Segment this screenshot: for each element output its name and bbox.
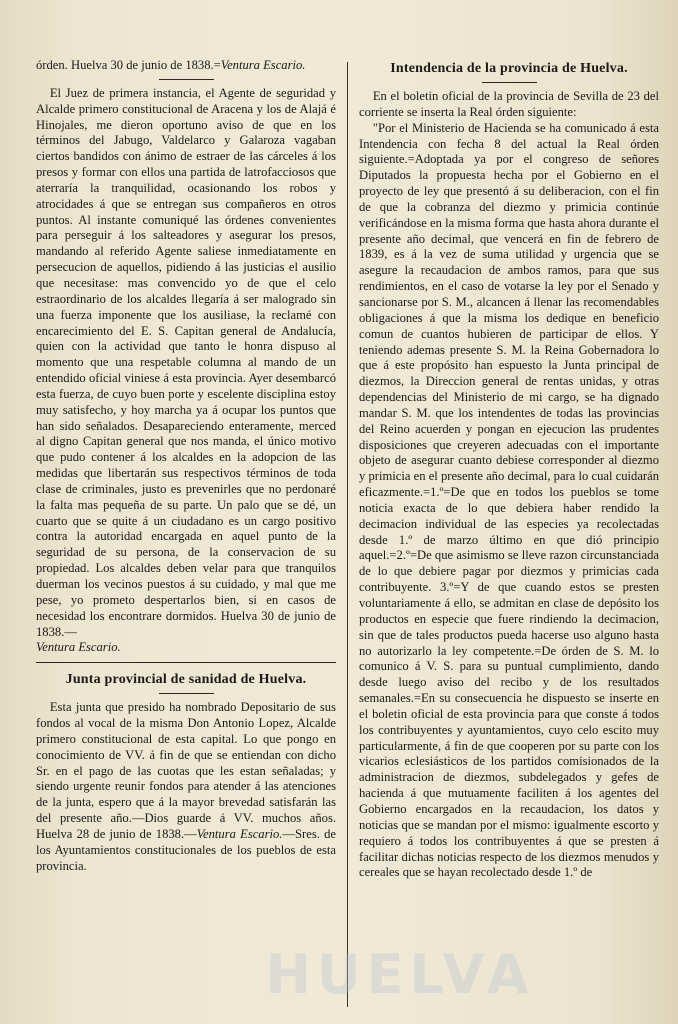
notice-juez-signature: Ventura Escario. xyxy=(36,640,121,655)
section-rule xyxy=(36,662,336,663)
column-divider xyxy=(347,62,348,1007)
notice-juez-signature-line xyxy=(36,640,336,656)
junta-paragraph xyxy=(36,700,336,874)
library-watermark: HUELVA xyxy=(265,943,535,1006)
intendencia-heading: Intendencia de la provincia de Huelva. xyxy=(390,61,628,76)
opening-text: órden. Huelva 30 de junio de 1838.= xyxy=(36,58,221,72)
separator-rule xyxy=(159,79,214,80)
junta-signature: Ventura Escario. xyxy=(196,826,283,841)
junta-heading: Junta provincial de sanidad de Huelva. xyxy=(65,672,307,688)
intendencia-intro-paragraph: En el boletin oficial de la provincia de Sevilla de 23 del corriente se inserta la Real órden siguiente: xyxy=(359,89,659,119)
left-column xyxy=(36,58,336,1008)
separator-rule xyxy=(482,82,537,83)
left-opening-line xyxy=(36,58,336,74)
real-orden-paragraph: "Por el Ministerio de Hacienda se ha comunicado á esta Intendencia con fecha 8 del actual la Real órden siguiente.=Adoptada ya por el congreso de señores Diputados la propuesta hecha por el Gobierno en el proyecto de ley que presentó á su deliberacion, con el fin de que la cobranza del diezmo y primicia continúe verificándose en la misma forma que hasta ahora durante el presente año decimal, que vencerá en fin de febrero de 1839, es á la vez de suma utilidad y urgencia que se asegure la recaudacion de ambos ramos, para que sus rendimientos, en el caso de votarse la ley por el Senado y sancionarse por S. M., alcancen á llenar las recomendables obligaciones á que la misma los dedique en beneficio comun de cuantos hubieren de participar de ellos. Y teniendo ademas presente S. M. la Reina Gobernadora lo que á este propósito han espuesto la Junta principal de diezmos, la Direccion general de rentas unidas, y otras dependencias del Ministerio de mi cargo, se ha dignado mandar S. M. que los intendentes de todas las provincias del Reino acuerden y pongan en ejecucion las prudentes disposiciones que creyeren adecuadas con el importante objeto de asegurar cuanto debiese corresponder al diezmo y primicia en el presente año decimal, para lo cual cuidarán eficazmente.=1.º=De que en todos los pueblos se tome noticia exacta de lo que debiera haber rendido la decimacion individual de las especies ya recolectadas desde 1.º de marzo último en que dió principio aquel.=2.º=De que asimismo se lleve razon circunstanciada de lo que debiere pagar por diezmos y primicias cada contribuyente. 3.º=Y de que cuando estos se presten voluntariamente á ello, se admitan en clase de depósito los productos en especie que fuere rindiendo la decimacion, sin que de tales productos pueda hacerse uso alguno hasta no autorizarlo la ley competente.=De órden de S. M. lo comunico á V. S. para su puntual cumplimiento, dando desde luego aviso del recibo y de los resultados semanales.=En su consecuencia he dispuesto se inserte en el boletin oficial de esta provincia para que conste á todos los contribuyentes y ayuntamientos, cuyo celo escito muy particularmente, á fin de que cooperen por su parte con los vicarios eclesiásticos de los partidos comisionados de la administracion de diezmos, subdelegados y gefes de hacienda á que mutuamente faciliten á los agentes del Gobierno encargados en la recaudacion, los datos y noticias que se mandan por el mismo: igualmente escorto y requiero á todos los contribuyentes á que se presten á facilitar dichas noticias respecto de los diezmos menudos y cereales que se hayan recolectado desde 1.º de xyxy=(359,120,659,880)
opening-signature: Ventura Escario. xyxy=(220,58,306,72)
junta-text: Esta junta que presido ha nombrado Depositario de sus fondos al vocal de la misma Don Antonio Lopez, Alcalde primero constitucional de esta capital. Lo que pongo en conocimiento de VV. á fin de que se entiendan con dicho Sr. en el pago de las cuotas que les estan señaladas; y siendo urgente reunir fondos para atender á las atenciones de la junta, espero que á la mayor brevedad satisfarán las del presente año.—Dios guarde á VV. muchos años. Huelva 28 de junio de 1838.— xyxy=(36,700,336,841)
separator-rule xyxy=(159,693,214,694)
notice-juez-paragraph: El Juez de primera instancia, el Agente de seguridad y Alcalde primero constitucional de Aracena y los de Alajá é Hinojales, me dieron oportuno aviso de que en los términos del Jabugo, Valdelarco y Galaroza vagaban ciertos bandidos con ánimo de estraer de las cárceles á los presos y formar con ellos una partida de latrofacciosos que aterraría la tranquilidad, ocasionando los robos y atrocidades á que se entregan sus compañeros en otros puntos. Al instante comuniqué las órdenes convenientes para perseguir á los salteadores y asegurar los presos, mandando al referido Agente saliese inmediatamente en persecucion de aquellos, pidiendo á las justicias el ausilio que necesitase: mas convencido yo de que el celo estraordinario de los alcaldes llegaría á ser malogrado sin una fuerza imponente que los ausiliase, la reclamé con encarecimiento del E. S. Capitan general de Andalucía, quien con la actividad que tanto le honra dispuso al momento que una respetable columna al mando de un entendido oficial viniese á esta provincia. Ayer desembarcó esta fuerza, de cuyo buen porte y escelente disciplina estoy muy satisfecho, y hoy marcha ya á ocupar los puntos que han sido señalados. Desapareciendo enteramente, merced al digno Capitan general que nos manda, el único motivo que pudo contener á los alcaldes en la adopcion de las medidas que libertarán sus respectivos términos de toda clase de criminales, justo es prevenirles que no perdonaré la falta mas pequeña de su parte. Un palo que se dé, un cuarto que se quite á un ciudadano es un cargo positivo contra la autoridad encargada en aquel punto de la seguridad de su persona, de la conservacion de su propiedad. Los alcaldes deben velar para que tranquilos duerman los vecinos puestos á su cuidado, y mal que me pese, yo prometo despertarlos bien, si en casos de necesidad los encontrare dormidos. Huelva 30 de junio de 1838.— xyxy=(36,85,336,639)
right-column xyxy=(359,58,659,1008)
junta-closing: —Sres. de los Ayuntamientos constitucionales de los pueblos de esta provincia. xyxy=(36,826,336,873)
